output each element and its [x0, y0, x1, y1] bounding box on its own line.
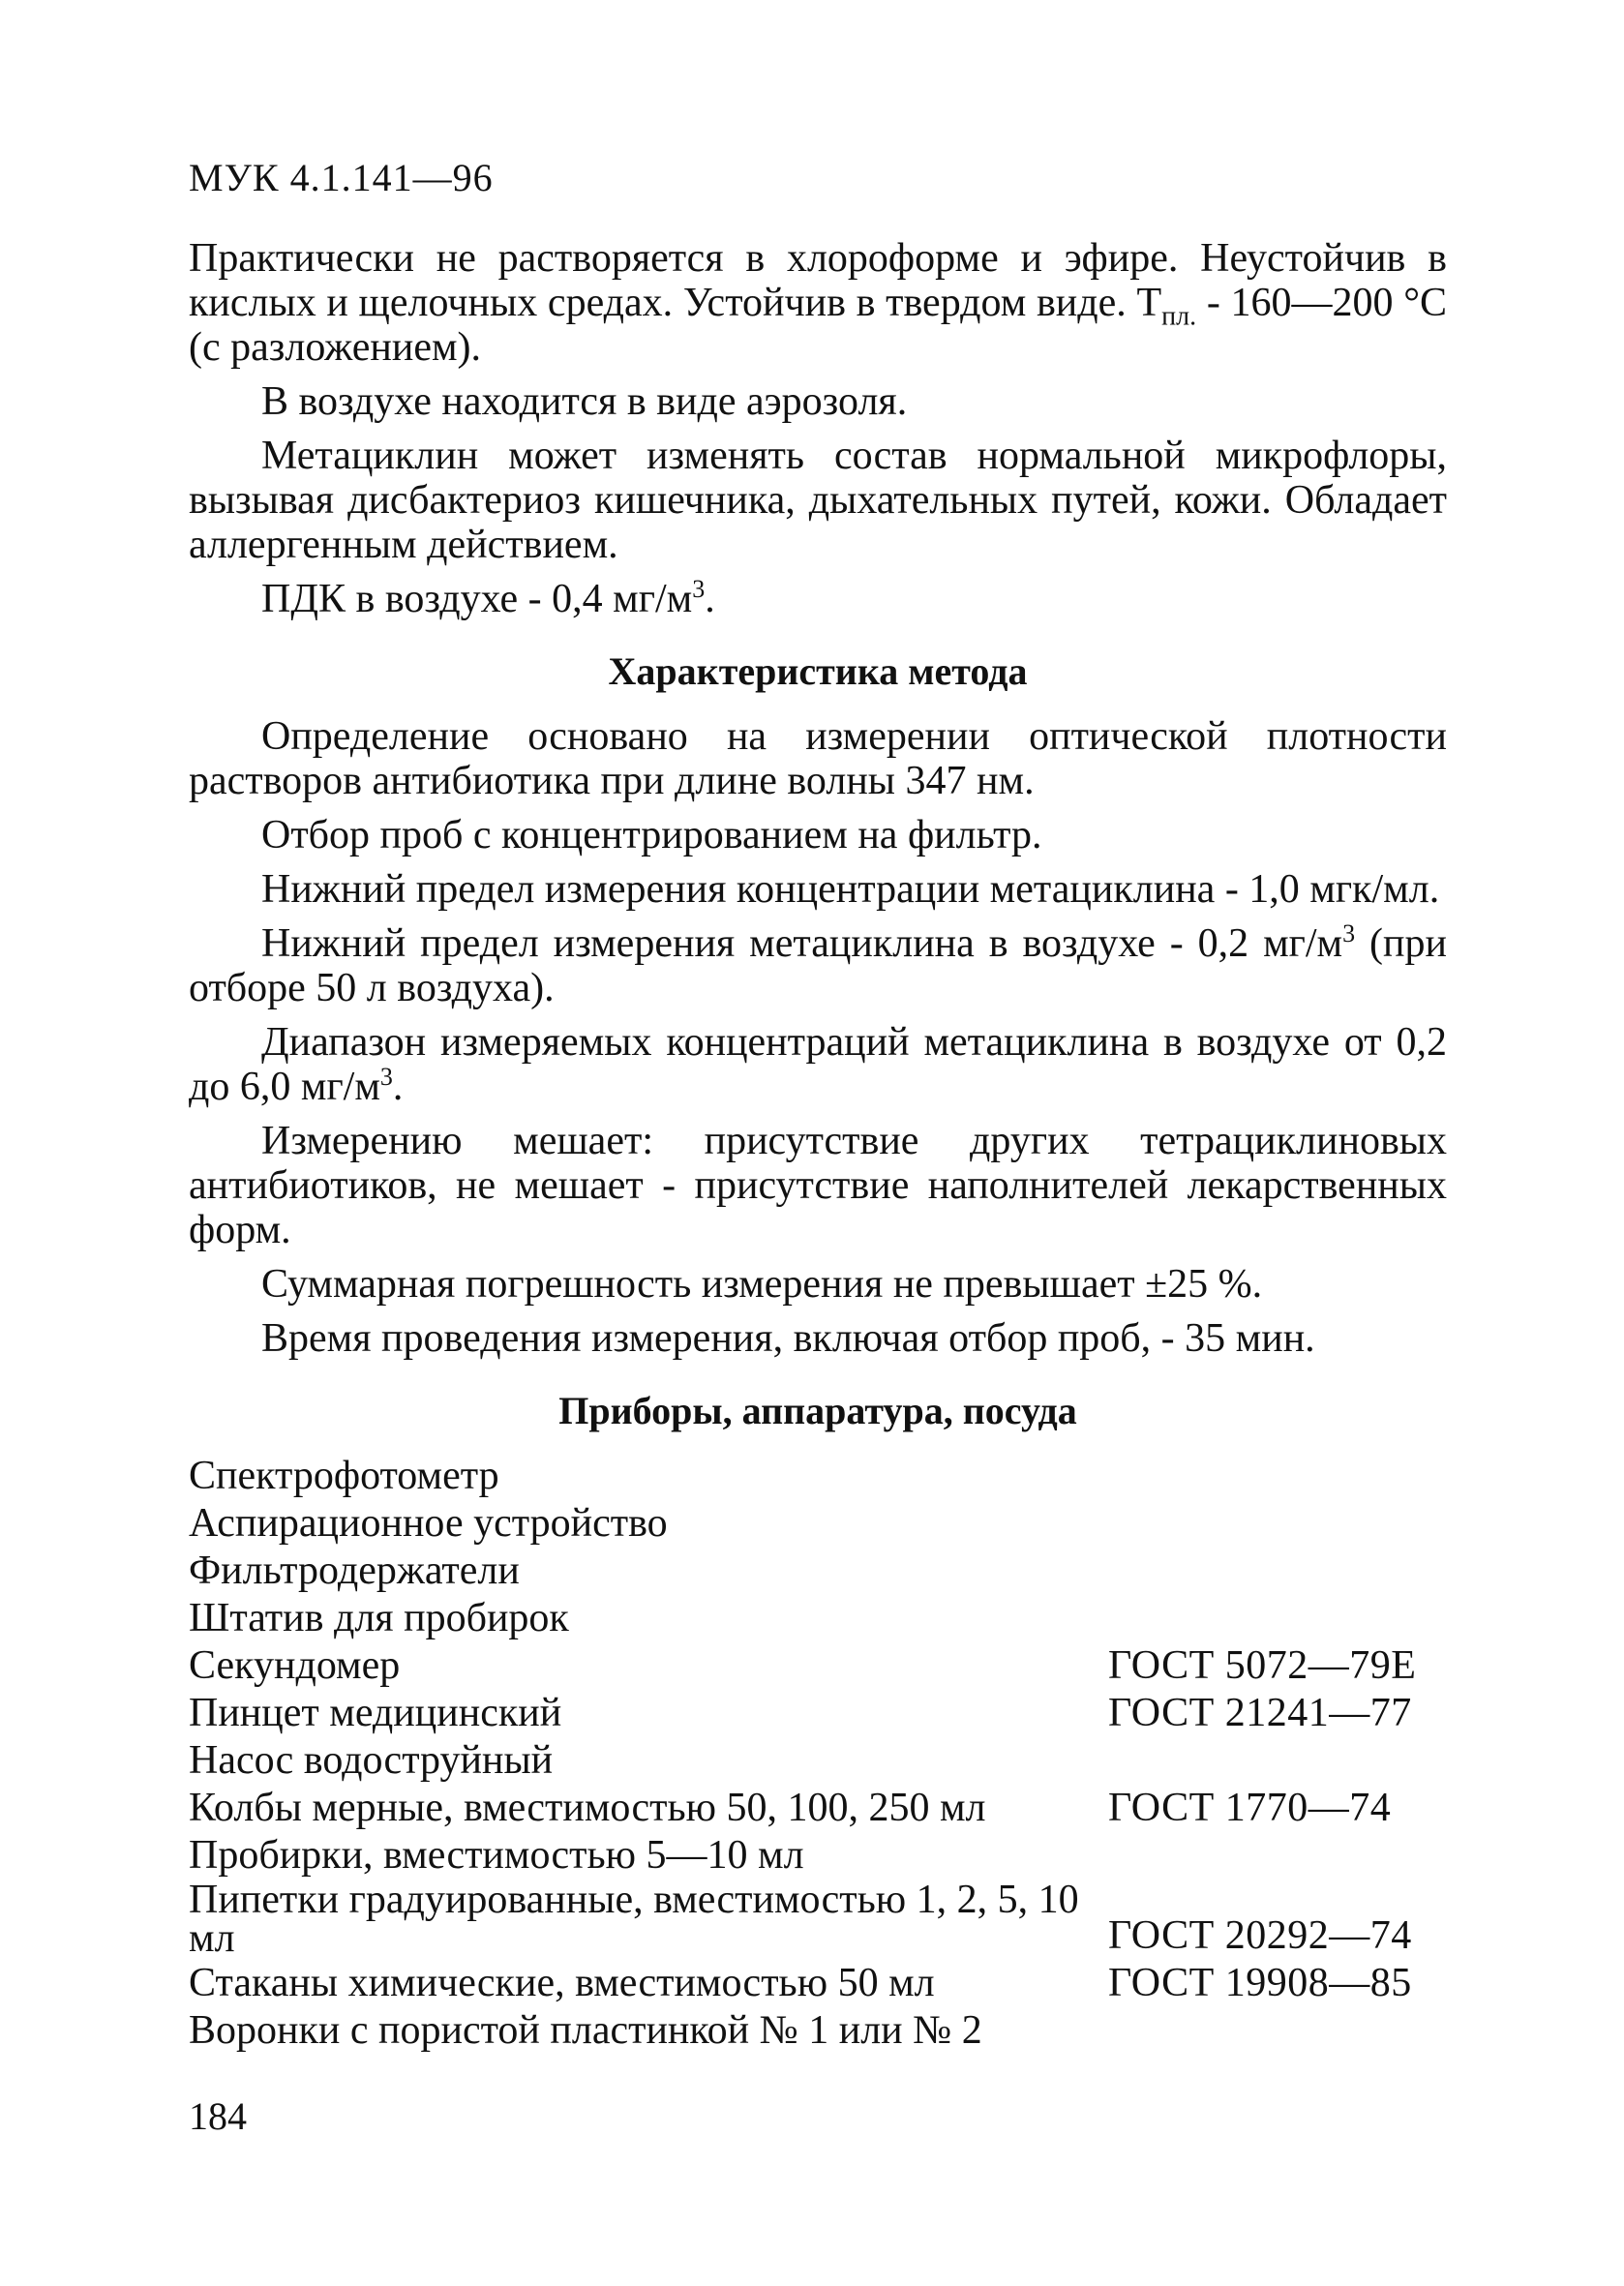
document-code-header: МУК 4.1.141—96 [189, 156, 494, 199]
equipment-heading: Приборы, аппаратура, посуда [558, 1389, 1077, 1432]
page-number: 184 [189, 2094, 247, 2138]
equipment-standard: ГОСТ 21241—77 [1108, 1691, 1412, 1735]
equipment-standard: ГОСТ 5072—79Е [1108, 1643, 1417, 1688]
equipment-name: Спектрофотометр [189, 1454, 499, 1498]
equipment-standard: ГОСТ 1770—74 [1108, 1786, 1392, 1830]
equipment-name: Воронки с пористой пластинкой № 1 или № 2 [189, 2008, 982, 2053]
equipment-standard: ГОСТ 20292—74 [1108, 1913, 1412, 1958]
equipment-name: Насос водоструйный [189, 1738, 554, 1783]
equipment-row [189, 1454, 1447, 1498]
equipment-name: Стаканы химические, вместимостью 50 мл [189, 1961, 935, 2005]
microflora-paragraph: Метациклин может изменять состав нормальной микрофлоры, вызывая дисбактериоз кишечника, дыхательных путей, кожи. Обладает аллергенным действием. [189, 434, 1447, 567]
equipment-name: Фильтродержатели [189, 1549, 520, 1593]
equipment-row [189, 2008, 1447, 2053]
aerosol-paragraph: В воздухе находится в виде аэрозоля. [261, 379, 908, 424]
equipment-row [189, 1786, 1447, 1830]
equipment-name: Пробирки, вместимостью 5—10 мл [189, 1833, 804, 1878]
lower-limit-air-paragraph: Нижний предел измерения метациклина в воздухе - 0,2 $мг/м^3$ (при отборе 50 л воздуха). [189, 919, 1447, 1010]
equipment-row [189, 1961, 1447, 2005]
equipment-standard: ГОСТ 19908—85 [1108, 1961, 1412, 2005]
equipment-row [189, 1878, 1447, 1961]
method-principle-paragraph: Определение основано на измерении оптической плотности растворов антибиотика при длине волны 347 нм. [189, 714, 1447, 803]
method-heading: Характеристика метода [608, 649, 1028, 693]
interference-paragraph: Измерению мешает: присутствие других тетрациклиновых антибиотиков, не мешает - присутствие наполнителей лекарственных форм. [189, 1119, 1447, 1252]
equipment-name: Пипетки градуированные, вместимостью 1, 2, 5, 10 мл [189, 1878, 1079, 1961]
equipment-name: Штатив для пробирок [189, 1596, 569, 1640]
duration-paragraph: Время проведения измерения, включая отбор проб, - 35 мин. [261, 1316, 1315, 1361]
equipment-name: Аспирационное устройство [189, 1501, 668, 1546]
equipment-row [189, 1501, 1447, 1546]
pdk-paragraph: ПДК в воздухе - 0,4 $мг/м^3$. [261, 575, 715, 621]
equipment-name: Пинцет медицинский [189, 1691, 562, 1735]
equipment-name: Колбы мерные, вместимостью 50, 100, 250 мл [189, 1786, 986, 1830]
equipment-list [189, 1454, 1447, 2053]
solubility-paragraph: Практически не растворяется в хлороформе и эфире. Неустойчив в кислых и щелочных средах. Устойчив в твердом виде. $Т_{пл.}$ - 160—200 °С (с разложением). [189, 236, 1448, 370]
lower-limit-concentration-paragraph: Нижний предел измерения концентрации метациклина - 1,0 мгк/мл. [261, 867, 1440, 912]
range-paragraph: Диапазон измеряемых концентраций метациклина в воздухе от 0,2 до 6,0 $мг/м^3$. [189, 1020, 1447, 1109]
equipment-row [189, 1549, 1447, 1593]
equipment-row [189, 1691, 1447, 1735]
document-page [189, 155, 1447, 2056]
equipment-row [189, 1596, 1447, 1640]
sampling-paragraph: Отбор проб с концентрированием на фильтр. [261, 813, 1042, 857]
error-paragraph: Суммарная погрешность измерения не превышает ±25 %. [261, 1262, 1263, 1307]
equipment-row [189, 1833, 1447, 1878]
equipment-name: Секундомер [189, 1643, 401, 1688]
equipment-row [189, 1738, 1447, 1783]
equipment-row [189, 1643, 1447, 1688]
